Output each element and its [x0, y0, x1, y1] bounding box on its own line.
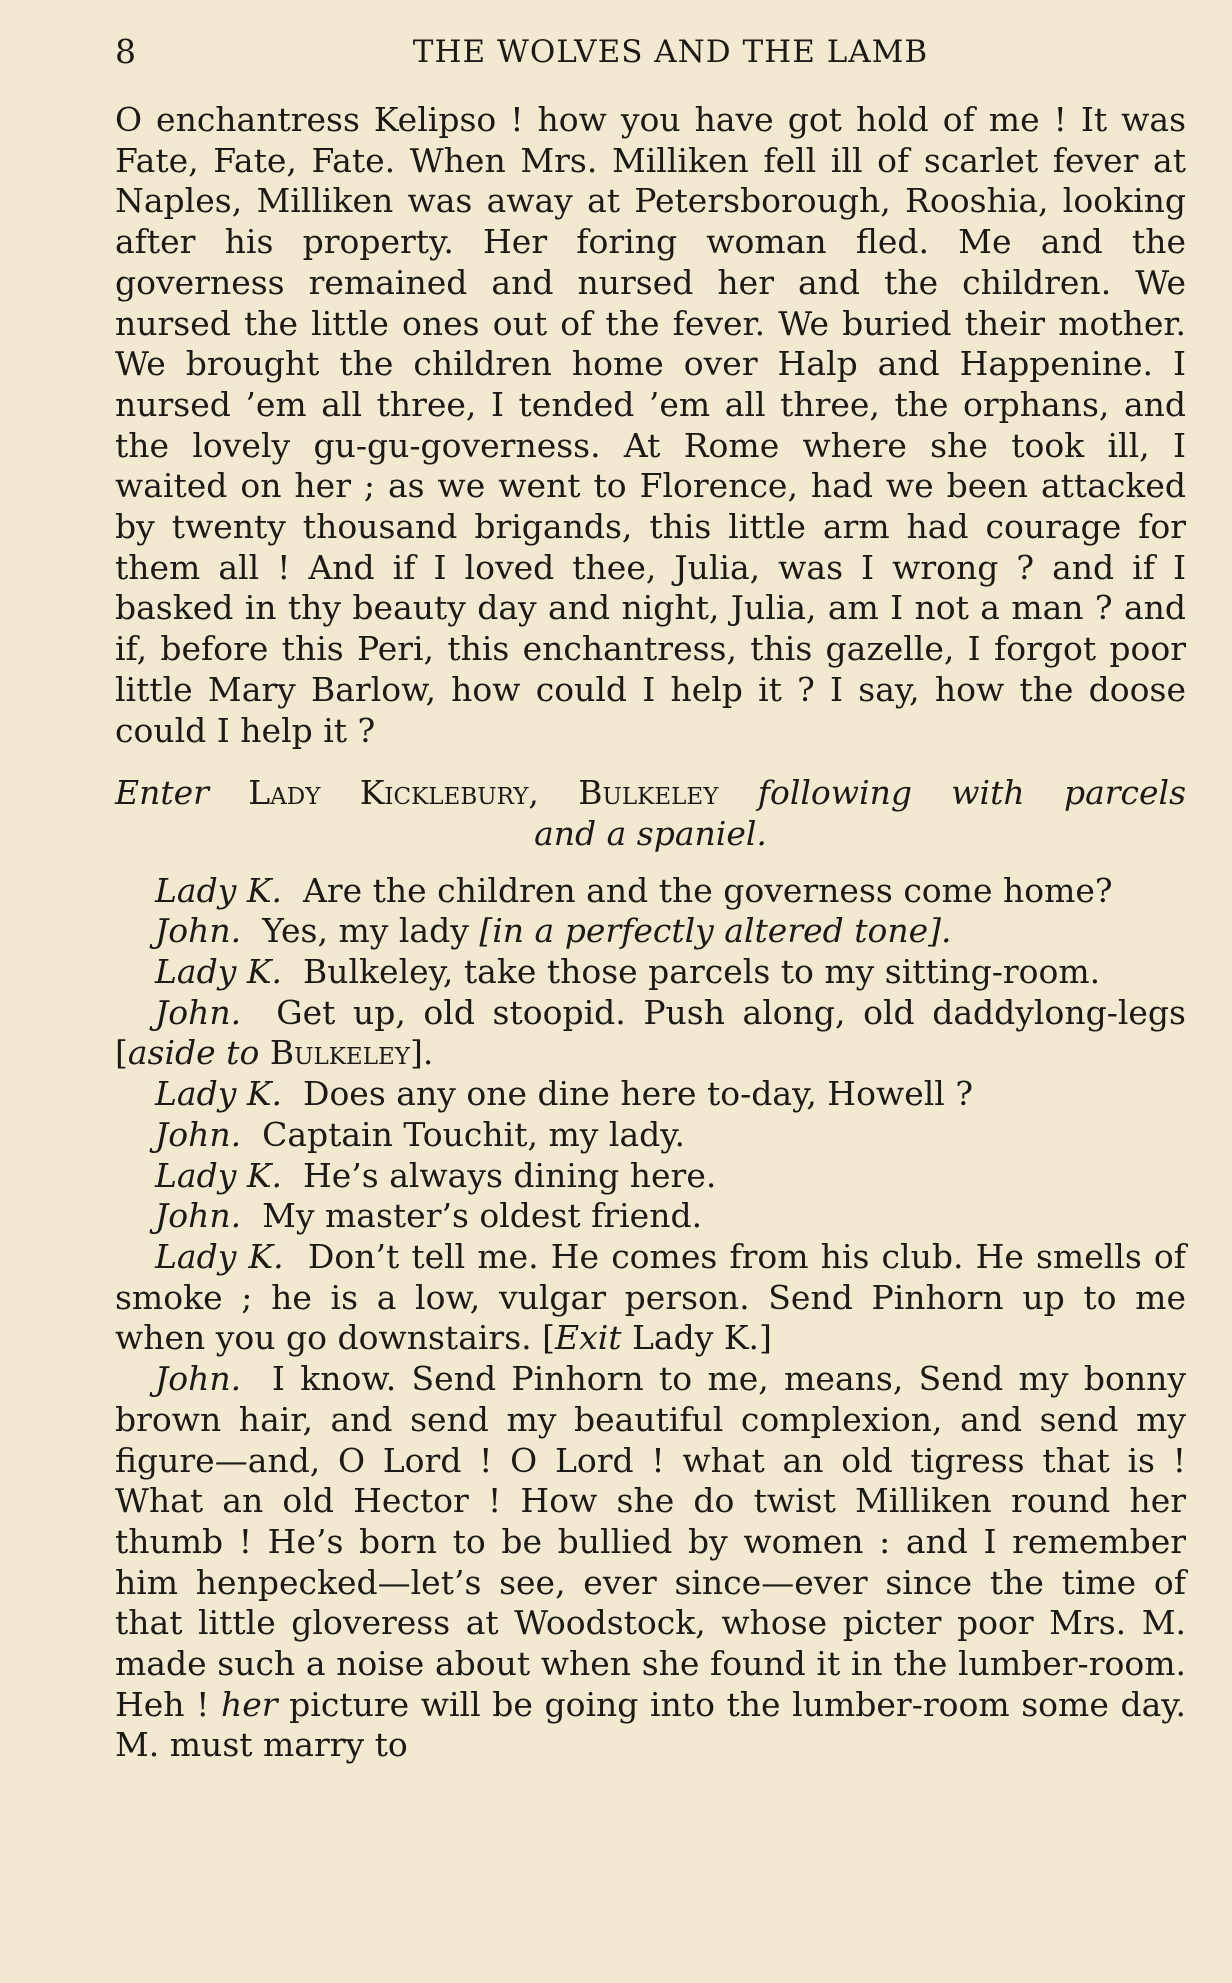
stage-direction-line-1: Enter Lady Kicklebury, Bulkeley following with parcels	[115, 773, 1187, 813]
dialogue-line: Lady K. Does any one dine here to-day, Howell ?	[155, 1074, 974, 1114]
speaker: John.	[155, 1114, 242, 1154]
speaker: John.	[155, 1196, 242, 1236]
speaker: John.	[155, 1359, 242, 1399]
dialogue-line: Lady K. Are the children and the governess come home?	[155, 870, 1113, 910]
page-body	[115, 100, 1186, 1766]
dialogue-line: John. Get up, old stoopid. Push along, old daddylong-legs [aside to Bulkeley].	[115, 992, 1186, 1073]
speaker: Lady K.	[155, 1236, 284, 1276]
speaker: John.	[155, 992, 242, 1032]
dialogue-line: John. Yes, my lady [in a perfectly altered tone].	[155, 911, 952, 951]
speaker: Lady K.	[155, 1074, 282, 1114]
speaker: Lady K.	[155, 870, 282, 910]
speaker: Lady K.	[155, 952, 282, 992]
speaker: John.	[155, 911, 242, 951]
dialogue	[115, 871, 1186, 1766]
dialogue-line: Lady K. He’s always dining here.	[155, 1155, 717, 1195]
page-number: 8	[115, 32, 136, 71]
opening-paragraph: O enchantress Kelipso ! how you have got hold of me ! It was Fate, Fate, Fate. When Mrs. Milliken fell ill of scarlet fever at Naples, Milliken was away at Petersborough, Rooshia, looking after his property. Her foring woman fled. Me and the governess remained and nursed her and the children. We nursed the little ones out of the fever. We buried their mother. We brought the children home over Halp and Happenine. I nursed ’em all three, I tended ’em all three, the orphans, and the lovely gu-gu-governess. At Rome where she took ill, I waited on her ; as we went to Florence, had we been attacked by twenty thousand brigands, this little arm had courage for them all ! And if I loved thee, Julia, was I wrong ? and if I basked in thy beauty day and night, Julia, am I not a man ? and if, before this Peri, this enchantress, this gazelle, I forgot poor little Mary Barlow, how could I help it ? I say, how the doose could I help it ?	[115, 100, 1186, 750]
running-title: THE WOLVES AND THE LAMB	[412, 34, 929, 70]
dialogue-line: John. I know. Send Pinhorn to me, means, Send my bonny brown hair, and send my beautiful complexion, and send my figure—and, O Lord ! O Lord ! what an old tigress that is ! What an old Hector ! How she do twist Milliken round her thumb ! He’s born to be bullied by women : and I remember him henpecked—let’s see, ever since—ever since the time of that little gloveress at Woodstock, whose picter poor Mrs. M. made such a noise about when she found it in the lumber-room. Heh ! her picture will be going into the lumber-room some day. M. must marry to	[115, 1359, 1187, 1765]
page-header	[115, 32, 1186, 82]
dialogue-line: John. Captain Touchit, my lady.	[155, 1114, 685, 1154]
dialogue-line: Lady K. Don’t tell me. He comes from his club. He smells of smoke ; he is a low, vulgar person. Send Pinhorn up to me when you go downstairs. [Exit Lady K.]	[115, 1236, 1186, 1358]
dialogue-line: Lady K. Bulkeley, take those parcels to my sitting-room.	[155, 952, 1101, 992]
speaker: Lady K.	[155, 1155, 282, 1195]
dialogue-line: John. My master’s oldest friend.	[155, 1196, 703, 1236]
stage-direction-line-2: and a spaniel.	[534, 813, 767, 853]
stage-direction	[115, 773, 1186, 854]
